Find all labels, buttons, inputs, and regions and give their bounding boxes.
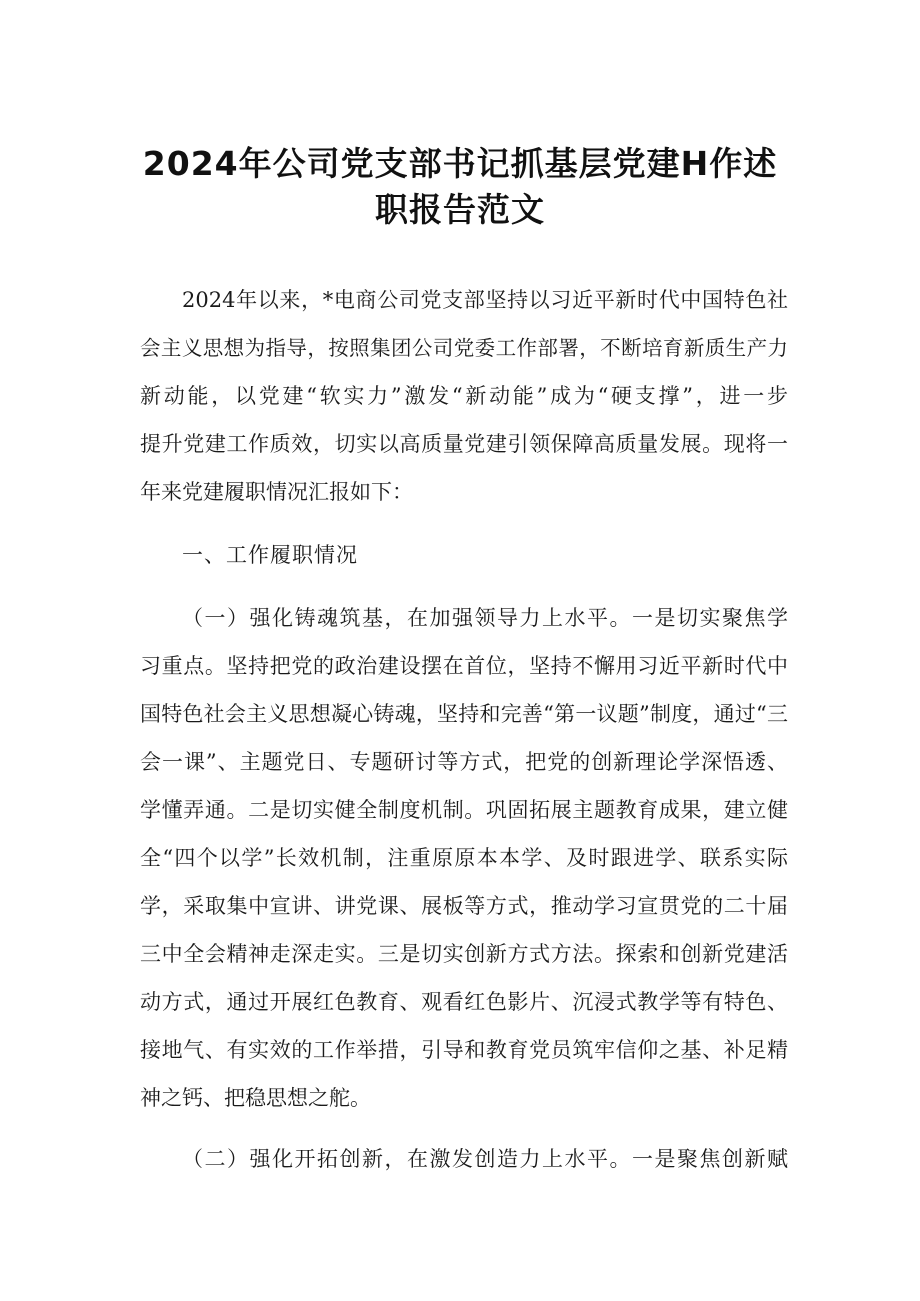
body-line: （一）强化铸魂筑基，在加强领导力上水平。一是切实聚焦学 — [182, 606, 788, 630]
intro-line: 2024年以来，*电商公司党支部坚持以习近平新时代中国特色社 — [182, 288, 788, 312]
body-line: 学懂弄通。二是切实健全制度机制。巩固拓展主题教育成果，建立健 — [140, 798, 788, 822]
body-line: 全“四个以学”长效机制，注重原原本本学、及时跟进学、联系实际 — [140, 846, 788, 870]
body-line: 国特色社会主义思想凝心铸魂，坚持和完善“第一议题”制度，通过“三 — [140, 702, 788, 726]
body-line: 学，采取集中宣讲、讲党课、展板等方式，推动学习宣贯党的二十届 — [140, 894, 788, 918]
intro-line: 年来党建履职情况汇报如下： — [140, 480, 413, 504]
intro-line: 新动能，以党建“软实力”激发“新动能”成为“硬支撑”，进一步 — [140, 384, 788, 408]
body-line: 会一课”、主题党日、专题研讨等方式，把党的创新理论学深悟透、 — [140, 750, 788, 774]
body-line: 动方式，通过开展红色教育、观看红色影片、沉浸式教学等有特色、 — [140, 990, 788, 1014]
body-line: 神之钙、把稳思想之舵。 — [140, 1086, 371, 1110]
document-title-line-1: 2024年公司党支部书记抓基层党建H作述 — [142, 144, 778, 183]
body-line: 习重点。坚持把党的政治建设摆在首位，坚持不懈用习近平新时代中 — [140, 654, 788, 678]
intro-line: 会主义思想为指导，按照集团公司党委工作部署，不断培育新质生产力 — [140, 336, 788, 360]
intro-line: 提升党建工作质效，切实以高质量党建引领保障高质量发展。现将一 — [140, 432, 788, 456]
body-line: 三中全会精神走深走实。三是切实创新方式方法。探索和创新党建活 — [140, 942, 788, 966]
section-heading: 一、工作履职情况 — [182, 543, 358, 567]
body-line: （二）强化开拓创新，在激发创造力上水平。一是聚焦创新赋 — [182, 1147, 788, 1171]
document-title-line-2: 职报告范文 — [375, 190, 545, 229]
body-line: 接地气、有实效的工作举措，引导和教育党员筑牢信仰之基、补足精 — [140, 1038, 788, 1062]
